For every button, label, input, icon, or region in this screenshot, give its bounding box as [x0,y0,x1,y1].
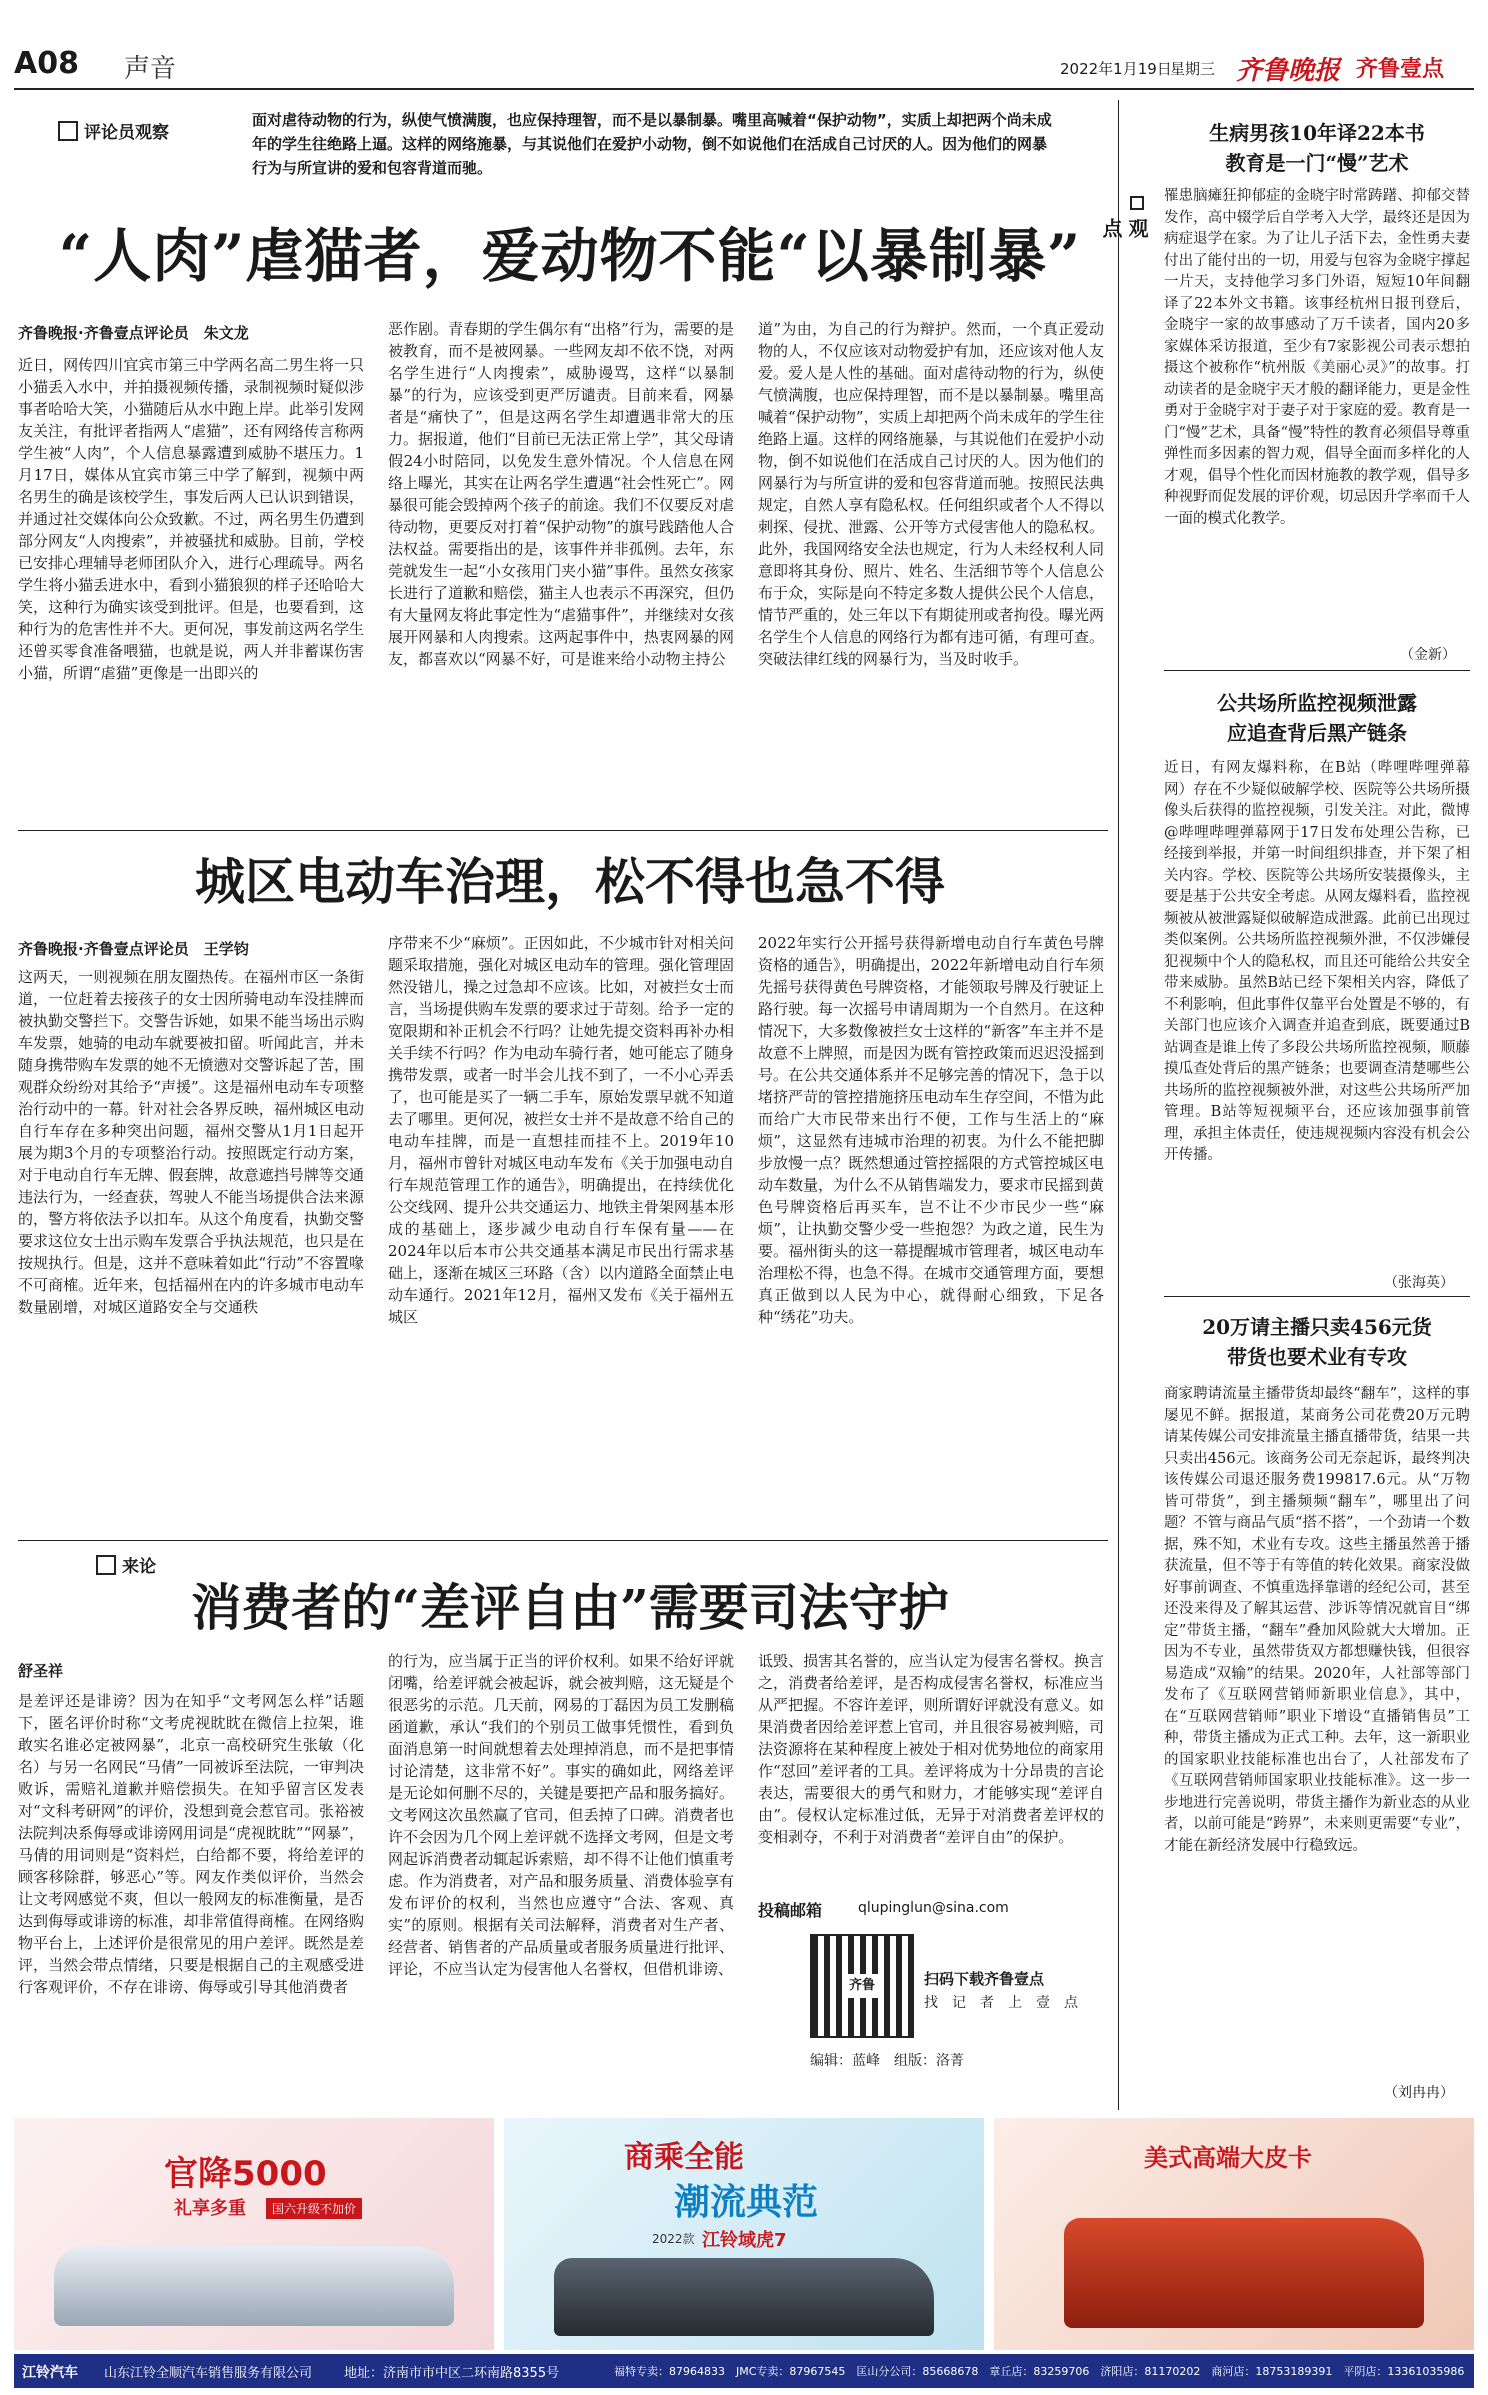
article2-byline: 齐鲁晚报·齐鲁壹点评论员 王学钧 [18,940,249,958]
ad-panel2-model: 江铃域虎7 [702,2230,787,2251]
article3-col1: 是差评还是诽谤？因为在知乎“文考网怎么样”话题下，匿名评价时称“文考虎视眈眈在微信上拉架，谁敢实名谁必定被网暴”，北京一高校研究生张敏（化名）与另一名网民“马倩”一同被诉至法院，一审判决败诉，需赔礼道歉并赔偿损失。在知乎留言区发表对“文科考研网”的评价，没想到竟会惹官司。张裕被法院判决系侮辱或诽谤网用词是“虎视眈眈”“网暴”，马倩的用词则是“资料烂，白给都不要，将给差评的顾客移除群，够恶心”等。网友作类似评价，当然会让文考网感觉不爽，但以一般网友的标准衡量，是否达到侮辱或诽谤的标准，却非常值得商榷。在网络购物平台上，上述评价是很常见的用户差评。既然是差评，当然会带点情绪，只要是根据自己的主观感受进行客观评价，不存在诽谤、侮辱或引导其他消费者 [18,1692,364,1996]
commentary-lead: 面对虐待动物的行为，纵使气愤满腹，也应保持理智，而不是以暴制暴。嘴里高喊着“保护动物”，实质上却把两个尚未成年的学生往绝路上逼。这样的网络施暴，与其说他们在爱护小动物，倒不如说他们在活成自己讨厌的人。因为他们的网暴行为与所宣讲的爱和包容背道而驰。 [252,111,1052,177]
sidebar-tag-label: 观点 [1099,218,1149,238]
article3-byline: 舒圣祥 [18,1662,64,1680]
sidebar-story2-author: （张海英） [1384,1275,1454,1291]
ad-panel3-headline: 美式高端大皮卡 [1144,2144,1312,2172]
article1-title: “人肉”虐猫者，爱动物不能“以暴制暴” [58,222,1082,290]
sidebar-story1-title: 生病男孩10年译22本书 教育是一门“慢”艺术 [1209,121,1425,175]
sidebar-story3-title: 20万请主播只卖456元货 带货也要术业有专攻 [1202,1315,1432,1369]
qr-caption-1: 扫码下载齐鲁壹点 [924,1970,1045,1988]
ad-panel-3[interactable] [994,2118,1474,2350]
issue-weekday: 星期三 [1170,60,1216,78]
contribute-email[interactable]: qlupinglun@sina.com [858,1900,1009,1916]
ad-dealer: 山东江铃全顺汽车销售服务有限公司 [104,2366,313,2381]
editor-credit: 编辑：蓝峰 组版：洛菁 [810,2053,964,2069]
ad-panel-1[interactable] [14,2118,494,2350]
contact-box [758,1898,1104,2108]
section-name: 声音 [124,54,177,84]
header-rule [14,88,1474,90]
ad-panel1-headline: 官降5000 [164,2154,327,2194]
article1-col1: 近日，网传四川宜宾市第三中学两名高二男生将一只小猫丢入水中，并拍摄视频传播，录制视频时疑似涉事者哈哈大笑，小猫随后从水中跑上岸。此举引发网友关注，有批评者指两人“虐猫”，还有网络传言称两学生被“人肉”，个人信息暴露遭到威胁不堪压力。1月17日，媒体从宜宾市第三中学了解到，视频中两名男生的确是该校学生，事发后两人已认识到错误，并通过社交媒体向公众致歉。不过，两名男生仍遭到部分网友“人肉搜索”，并被骚扰和威胁。目前，学校已安排心理辅导老师团队介入，进行心理疏导。两名学生将小猫丢进水中，看到小猫狼狈的样子还哈哈大笑，这种行为确实该受到批评。但是，也要看到，这种行为的危害性并不大。更何况，事发前这两名学生还曾买零食准备喂猫，也就是说，两人并非蓄谋伤害小猫，所谓“虐猫”更像是一出即兴的 [18,356,364,682]
ad-panel2-year: 2022款 [652,2232,695,2246]
sidebar-story2-title: 公共场所监控视频泄露 应追查背后黑产链条 [1217,691,1417,745]
column-tag-label: 评论员观察 [84,123,169,143]
article2-rule [18,1540,1108,1541]
sidebar-story1-body: 罹患脑瘫狂抑郁症的金晓宇时常踌躇、抑郁交替发作，高中辍学后自学考入大学，最终还是因为病症退学在家。为了让儿子活下去，金性勇夫妻付出了能付出的一切，用爱与包容为金晓宇撑起一片天，支持他学习多门外语，短短10年间翻译了22本外文书籍。该事经杭州日报刊登后，金晓宇一家的故事感动了万千读者，国内20多家媒体采访报道，至少有7家影视公司表示想拍摄这个被称作“杭州版《美丽心灵》”的故事。打动读者的是金晓宇天才般的翻译能力，更是金性勇对于金晓宇对于妻子对于家庭的爱。教育是一门“慢”艺术，具备“慢”特性的教育必须倡导尊重弹性而多因素的智力观，倡导全面而多样化的人才观，倡导个性化而因材施教的教学观，倡导多种视野而促发展的评价观，切忌因升学率而千人一面的模式化教学。 [1164,188,1470,527]
article1-col3: 道”为由，为自己的行为辩护。然而，一个真正爱动物的人，不仅应该对动物爱护有加，还应该对他人友爱。爱人是人性的基础。面对虐待动物的行为，纵使气愤满腹，也应保持理智，而不是以暴制暴。嘴里高喊着“保护动物”，实质上却把两个尚未成年的学生往绝路上逼。这样的网络施暴，与其说他们在爱护小动物，倒不如说他们在活成自己讨厌的人。因为他们的网暴行为与所宣讲的爱和包容背道而驰。按照民法典规定，自然人享有隐私权。任何组织或者个人不得以刺探、侵扰、泄露、公开等方式侵害他人的隐私权。此外，我国网络安全法也规定，行为人未经权利人同意即将其身份、照片、姓名、生活细节等个人信息公布于众，实际是向不特定多数人提供公民个人信息，情节严重的，处三年以下有期徒刑或者拘役。曝光两名学生个人信息的网络行为都有违可循，有理可查。突破法律红线的网暴行为，当及时收手。 [758,320,1104,668]
ad-address: 地址：济南市市中区二环南路8355号 [344,2366,560,2381]
pickup-graphic [554,2258,934,2336]
article1-rule [18,830,1108,831]
article2-col3: 2022年实行公开摇号获得新增电动自行车黄色号牌资格的通告》，明确提出，2022年新增电动自行车须先摇号获得黄色号牌资格，才能领取号牌及行驶证上路行驶。每一次摇号申请周期为一个自然月。在这种情况下，大多数像被拦女士这样的“新客”车主并不是故意不上牌照，而是因为既有管控政策而迟迟没摇到号。在公共交通体系并不足够完善的情况下，急于以堵挤严苛的管控措施挤压电动车生存空间，不惜为此而给广大市民带来出行不便，工作与生活上的“麻烦”，这显然有违城市治理的初衷。为什么不能把脚步放慢一点？既然想通过管控摇限的方式管控城区电动车数量，为什么不从销售端发力，要求市民摇到黄色号牌资格后再买车，岂不让不少市民少一些“麻烦”，让执勤交警少受一些抱怨？为政之道，民生为要。福州街头的这一幕提醒城市管理者，城区电动车治理松不得，也急不得。在城市交通管理方面，要想真正做到以人民为中心，就得耐心细致，下足各种“绣花”功夫。 [758,934,1104,1326]
article2-col2: 序带来不少“麻烦”。正因如此，不少城市针对相关问题采取措施，强化对城区电动车的管理。强化管理固然没错儿，操之过急却不应该。比如，对被拦女士而言，当场提供购车发票的要求过于苛刻。给予一定的宽限期和补正机会不行吗？让她先提交资料再补办相关手续不行吗？作为电动车骑行者，她可能忘了随身携带发票，或者一时半会儿找不到了，一不小心弄丢了，也可能是买了一辆二手车，原始发票早就不知道去了哪里。更何况，被拦女士并不是故意不给自己的电动车挂牌，而是一直想挂而挂不上。2019年10月，福州市曾针对城区电动车发布《关于加强电动自行车规范管理工作的通告》，明确提出，在持续优化公交线网、提升公共交通运力、地铁主骨架网基本形成的基础上，逐步减少电动自行车保有量——在2024年以后本市公共交通基本满足市民出行需求基础上，逐渐在城区三环路（含）以内道路全面禁止电动车通行。2021年12月，福州又发布《关于福州五城区 [388,934,734,1326]
main-sidebar-divider [1118,100,1119,2110]
ad-banner[interactable] [14,2118,1474,2388]
sidebar-rule-2 [1164,1296,1470,1297]
truck-graphic [1064,2218,1424,2328]
page-header [0,0,1488,88]
ad-hotlines: 福特专卖：87964833 JMC专卖：87967545 匡山分公司：85668678 章丘店：83259706 济阳店：81170202 商河店：18753189391 平阴店：13361035986 [614,2365,1465,2378]
article3-col3: 诋毁、损害其名誉的，应当认定为侵害名誉权。换言之，消费者给差评，是否构成侵害名誉权，标准应当从严把握。不容许差评，则所谓好评就没有意义。如果消费者因给差评惹上官司，并且很容易被判赔，司法资源将在某种程度上被处于相对优势地位的商家用作“怼回”差评者的工具。差评将成为十分昂贵的言论表达，需要很大的勇气和财力，才能够实现“差评自由”。侵权认定标准过低，无异于对消费者差评权的变相剥夺，不利于对消费者“差评自由”的保护。 [758,1652,1104,1846]
square-icon [58,121,78,141]
van-graphic [54,2246,454,2326]
sidebar-story3-author: （刘冉冉） [1384,2085,1454,2101]
contribute-label: 投稿邮箱 [758,1901,823,1920]
brand-logo: 齐鲁晚报 [1236,56,1341,86]
ad-panel2-headline-b: 潮流典范 [674,2182,819,2223]
article3-col2: 的行为，应当属于正当的评价权利。如果不给好评就闭嘴，给差评就会被起诉，就会被判赔，这无疑是个很恶劣的示范。几天前，网易的丁磊因为员工发删稿函道歉，承认“我们的个别员工做事凭惯性，看到负面消息第一时间就想着去处理掉消息，而不是把事情讨论清楚，这非常不好”。事实的确如此，网络差评是无论如何删不尽的，关键是要把产品和服务搞好。文考网这次虽然赢了官司，但丢掉了口碑。消费者也许不会因为几个网上差评就不选择文考网，但是文考网起诉消费者动辄起诉索赔，却不得不让他们慎重考虑。作为消费者，对产品和服务质量、消费体验享有发布评价的权利，当然也应遵守“合法、客观、真实”的原则。根据有关司法解释，消费者对生产者、经营者、销售者的产品质量或者服务质量进行批评、评论，不应当认定为侵害他人名誉权，但借机诽谤、 [388,1652,734,1978]
column-tag-label: 来论 [122,1557,156,1577]
ad-panel-2[interactable] [504,2118,984,2350]
article1-byline: 齐鲁晚报·齐鲁壹点评论员 朱文龙 [18,324,249,342]
sidebar-story2-body: 近日，有网友爆料称，在B站（哔哩哔哩弹幕网）存在不少疑似破解学校、医院等公共场所摄像头后获得的监控视频，引发关注。对此，微博@哔哩哔哩弹幕网于17日发布处理公告称，已经接到举报，并第一时间组织排查，并下架了相关内容。学校、医院等公共场所安装摄像头，主要是基于公共安全考虑。从网友爆料看，监控视频被从被泄露疑似破解造成泄露。此前已出现过类似案例。公共场所监控视频外泄，不仅涉嫌侵犯视频中个人的隐私权，而且还可能给公共安全带来威胁。虽然B站已经下架相关内容，降低了不利影响，但此事件仅靠平台处置是不够的，有关部门也应该介入调查并追查到底，既要通过B站调查是谁上传了多段公共场所监控视频，顺藤摸瓜查处背后的黑产链条；也要调查清楚哪些公共场所的监控视频被外泄，对这些公共场所严加管理。B站等短视频平台，还应该加强事前管理，承担主体责任，使违规视频内容没有机会公开传播。 [1164,760,1470,1163]
issue-date: 2022年1月19日 [1060,60,1172,78]
sidebar-story1-author: （金新） [1400,647,1456,663]
article2-col1: 这两天，一则视频在朋友圈热传。在福州市区一条街道，一位赶着去接孩子的女士因所骑电动车没挂牌而被执勤交警拦下。交警告诉她，如果不能当场出示购车发票，她骑的电动车就要被扣留。听闻此言，并未随身携带购车发票的她不无愤懑对交警诉起了苦，围观群众纷纷对其给予“声援”。这是福州电动车专项整治行动中的一幕。针对社会各界反映，福州城区电动自行车存在多种突出问题，福州交警从1月1日起开展为期3个月的专项整治行动。按照既定行动方案，对于电动自行车无牌、假套牌，故意遮挡号牌等交通违法行为，一经查获，驾驶人不能当场提供合法来源的，警方将依法予以扣车。从这个角度看，执勤交警要求这位女士出示购车发票合乎执法规范，也只是在按规执行。但是，这并不意味着如此“行动”不容置喙不可商榷。近年来，包括福州在内的许多城市电动车数量剧增，对城区道路安全与交通秩 [18,968,364,1316]
column-tag-commentary [58,118,169,143]
ad-brand: 江铃汽车 [22,2365,78,2381]
sidebar-rule-1 [1164,670,1470,671]
page-number: A08 [14,46,79,81]
ad-panel1-sub: 礼享多重 [174,2198,246,2219]
app-logo: 齐鲁壹点 [1356,57,1445,82]
qr-caption-2: 找 记 者 上 壹 点 [924,1995,1078,2011]
qr-code[interactable] [810,1934,914,2038]
article2-title: 城区电动车治理，松不得也急不得 [195,852,945,911]
ad-panel1-badge: 国六升级不加价 [266,2198,362,2219]
article1-col2: 恶作剧。青春期的学生偶尔有“出格”行为，需要的是被教育，而不是被网暴。一些网友却不依不饶，对两名学生进行“人肉搜索”，威胁谩骂，这样“以暴制暴”的行为，应该受到更严厉谴责。目前来看，网暴者是“痛快了”，但是这两名学生却遭遇非常大的压力。据报道，他们“目前已无法正常上学”，其父母请假24小时陪同，以免发生意外情况。个人信息在网络上曝光，其实在让两名学生遭遇“社会性死亡”。网暴很可能会毁掉两个孩子的前途。我们不仅要反对虐待动物，更要反对打着“保护动物”的旗号践踏他人合法权益。需要指出的是，该事件并非孤例。去年，东莞就发生一起“小女孩用门夹小猫”事件。虽然女孩家长进行了道歉和赔偿，猫主人也表示不再深究，但仍有大量网友将此事定性为“虐猫事件”，并继续对女孩展开网暴和人肉搜索。这两起事件中，热衷网暴的网友，都喜欢以“网暴不好，可是谁来给小动物主持公 [388,320,734,668]
sidebar-story3-body: 商家聘请流量主播带货却最终“翻车”，这样的事屡见不鲜。据报道，某商务公司花费20万元聘请某传媒公司安排流量主播直播带货，结果一共只卖出456元。该商务公司无奈起诉，最终判决该传媒公司退还服务费199817.6元。从“万物皆可带货”，到主播频频“翻车”，哪里出了问题？不管与商品气质“搭不搭”，一个劲请一个数据，殊不知，术业有专攻。这些主播虽然善于播获流量，但不等于有等值的转化效果。商家没做好事前调查、不慎重选择靠谱的经纪公司，甚至还没来得及了解其运营、涉诉等情况就盲目“绑定”带货主播，“翻车”叠加风险就大大增加。正因为不专业，虽然带货双方都想赚快钱，但很容易造成“双输”的结果。2020年，人社部等部门发布了《互联网营销师新职业信息》，其中，在“互联网营销师”职业下增设“直播销售员”工种，带货主播成为正式工种。去年，这一新职业的国家职业技能标准也出台了，人社部发布了《互联网营销师国家职业技能标准》。这一步一步地进行完善说明，带货主播作为新业态的从业者，以前可能是“跨界”，未来则更需要“专业”，才能在新经济发展中行稳致远。 [1164,1386,1470,1854]
square-icon [1130,196,1144,210]
qr-center-badge: 齐鲁 [844,1974,880,1998]
ad-panel2-headline: 商乘全能 [624,2140,744,2175]
article3-title: 消费者的“差评自由”需要司法守护 [191,1578,949,1637]
ad-footer-bar [14,2354,1474,2388]
